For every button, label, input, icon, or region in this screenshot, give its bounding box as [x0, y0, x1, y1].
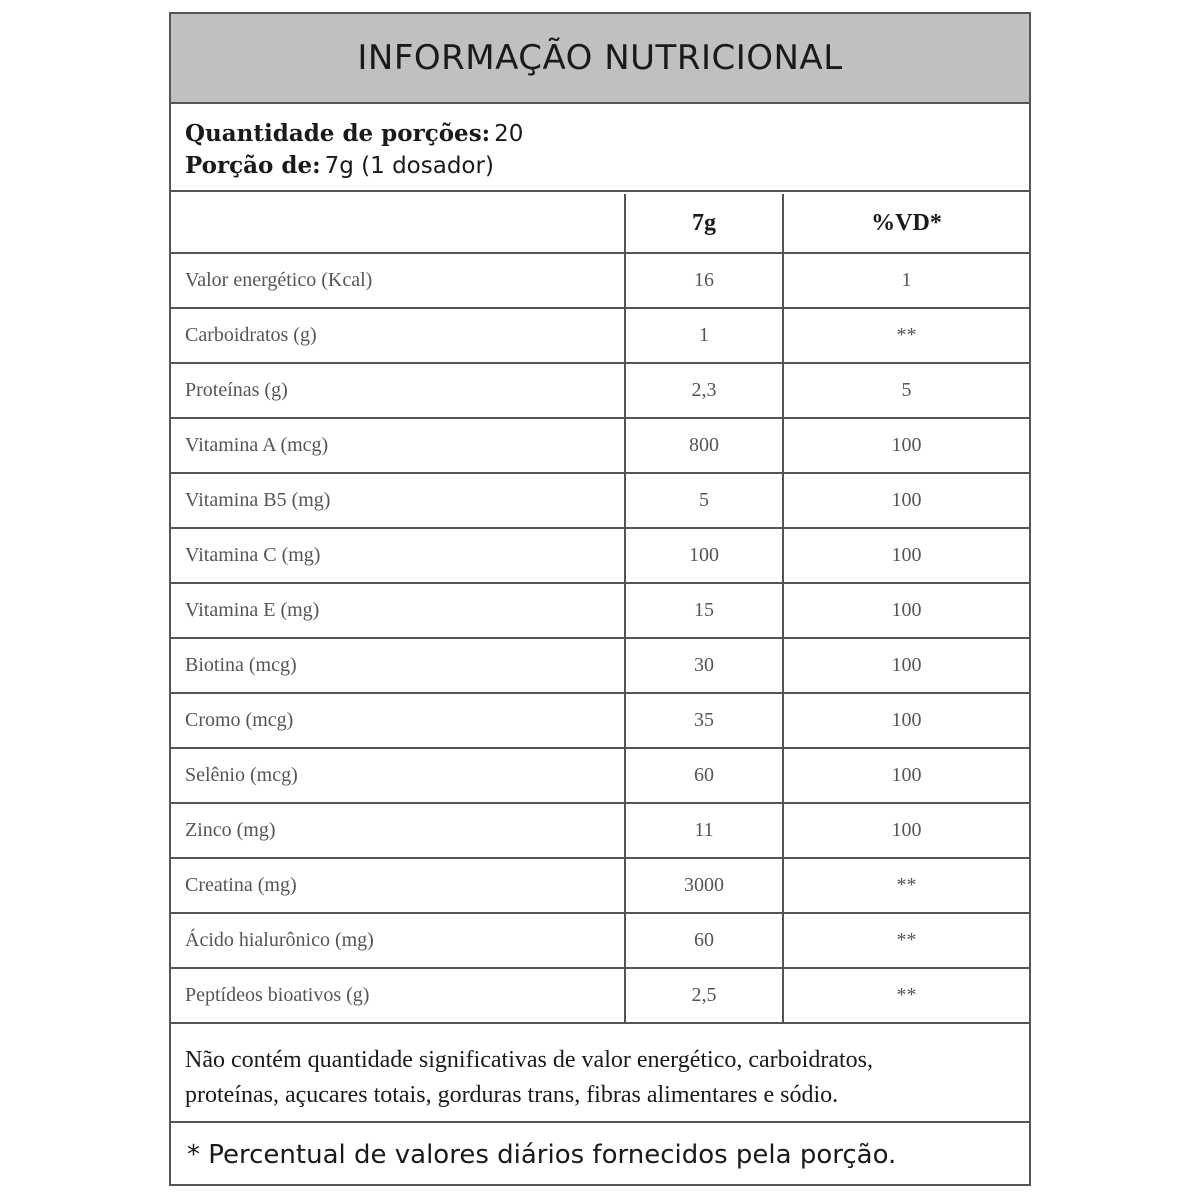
- nutrient-daily-value: 100: [783, 418, 1029, 473]
- nutrient-daily-value: 100: [783, 693, 1029, 748]
- nutrient-daily-value: 100: [783, 583, 1029, 638]
- daily-value-footnote: * Percentual de valores diários fornecidos pela porção.: [187, 1139, 897, 1170]
- table-row: [171, 693, 1029, 748]
- table-row: [171, 528, 1029, 583]
- nutrient-name: Vitamina E (mg): [171, 583, 625, 638]
- nutrient-daily-value: **: [783, 858, 1029, 913]
- nutrient-daily-value: **: [783, 968, 1029, 1023]
- table-row: [171, 473, 1029, 528]
- nutrient-name: Vitamina A (mcg): [171, 418, 625, 473]
- nutrition-facts-label: [169, 12, 1031, 1186]
- label-title: INFORMAÇÃO NUTRICIONAL: [171, 14, 1029, 104]
- nutrient-name: Vitamina B5 (mg): [171, 473, 625, 528]
- nutrient-amount: 60: [625, 748, 783, 803]
- servings-quantity-label: Quantidade de porções:: [185, 120, 491, 147]
- nutrient-daily-value: 5: [783, 363, 1029, 418]
- nutrient-name: Peptídeos bioativos (g): [171, 968, 625, 1023]
- nutrient-amount: 30: [625, 638, 783, 693]
- nutrient-name: Selênio (mcg): [171, 748, 625, 803]
- nutrient-daily-value: 100: [783, 803, 1029, 858]
- header-amount: 7g: [625, 194, 783, 253]
- nutrient-amount: 5: [625, 473, 783, 528]
- portion-size-line: [185, 150, 1029, 182]
- nutrient-name: Ácido hialurônico (mg): [171, 913, 625, 968]
- table-row: [171, 638, 1029, 693]
- table-row: [171, 748, 1029, 803]
- header-nutrient: [171, 194, 625, 253]
- portion-size-value: 7g (1 dosador): [324, 153, 494, 179]
- nutrient-daily-value: **: [783, 913, 1029, 968]
- nutrient-daily-value: 100: [783, 528, 1029, 583]
- nutrient-amount: 800: [625, 418, 783, 473]
- servings-info: [171, 104, 1029, 192]
- nutrient-amount: 2,3: [625, 363, 783, 418]
- nutrient-daily-value: 100: [783, 748, 1029, 803]
- table-row: [171, 858, 1029, 913]
- table-row: [171, 308, 1029, 363]
- table-row: [171, 913, 1029, 968]
- nutrient-daily-value: **: [783, 308, 1029, 363]
- nutrient-amount: 16: [625, 253, 783, 308]
- nutrition-note-line-2: proteínas, açucares totais, gorduras trans, fibras alimentares e sódio.: [185, 1082, 839, 1108]
- nutrient-name: Carboidratos (g): [171, 308, 625, 363]
- nutrient-amount: 60: [625, 913, 783, 968]
- nutrition-table: [171, 194, 1029, 1024]
- table-row: [171, 363, 1029, 418]
- nutrient-name: Creatina (mg): [171, 858, 625, 913]
- header-daily-value: %VD*: [783, 194, 1029, 253]
- nutrition-note-line-1: Não contém quantidade significativas de valor energético, carboidratos,: [185, 1047, 873, 1073]
- nutrient-daily-value: 100: [783, 473, 1029, 528]
- nutrient-name: Cromo (mcg): [171, 693, 625, 748]
- servings-quantity-value: 20: [494, 121, 524, 147]
- nutrient-name: Zinco (mg): [171, 803, 625, 858]
- nutrient-name: Proteínas (g): [171, 363, 625, 418]
- table-row: [171, 803, 1029, 858]
- nutrient-amount: 35: [625, 693, 783, 748]
- nutrient-name: Valor energético (Kcal): [171, 253, 625, 308]
- nutrient-amount: 15: [625, 583, 783, 638]
- nutrient-amount: 11: [625, 803, 783, 858]
- portion-size-label: Porção de:: [185, 152, 321, 179]
- table-row: [171, 253, 1029, 308]
- table-row: [171, 968, 1029, 1023]
- servings-quantity-line: [185, 118, 1029, 150]
- table-row: [171, 583, 1029, 638]
- nutrient-amount: 100: [625, 528, 783, 583]
- nutrient-daily-value: 100: [783, 638, 1029, 693]
- table-header-row: [171, 194, 1029, 253]
- table-row: [171, 418, 1029, 473]
- nutrient-amount: 3000: [625, 858, 783, 913]
- nutrition-note: [171, 1027, 1029, 1123]
- nutrient-name: Biotina (mcg): [171, 638, 625, 693]
- nutrient-daily-value: 1: [783, 253, 1029, 308]
- nutrient-amount: 2,5: [625, 968, 783, 1023]
- nutrient-amount: 1: [625, 308, 783, 363]
- nutrient-name: Vitamina C (mg): [171, 528, 625, 583]
